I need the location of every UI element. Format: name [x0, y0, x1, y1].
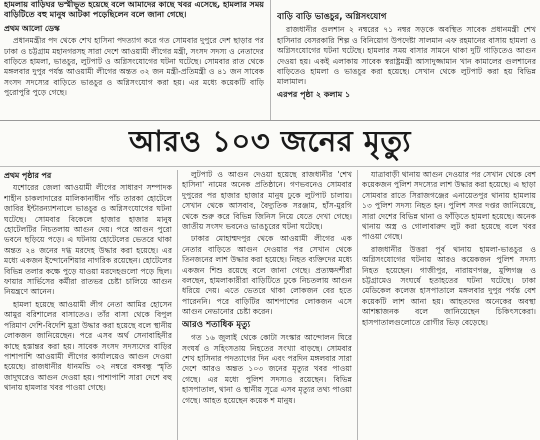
continued-line: হামলায় বাড়িঘর ভস্মীভূত হয়েছে বলে আমাদের কাছে খবর এসেছে, হামলার সময় বাড়িটিতে বহু মানুষ আটকা পড়েছিলেন বলে জানা গেছে। [4, 0, 264, 20]
article-column-2 [182, 170, 352, 440]
paragraph: ঢাকার মোহাম্মদপুর থেকে আওয়ামী লীগের এক নেতার বাড়িতে আগুন দেওয়ার পর সেখান থেকে তিনজনের লাশ উদ্ধার করা হয়েছে। নিহত ব্যক্তিদের মধ্যে একজন শিশু রয়েছে বলে জানা গেছে। প্রত্যক্ষদর্শীরা বলছেন, হামলাকারীরা বাড়িটিতে ঢুকে নিচতলায় আগুন ধরিয়ে দেয়। এতে ভেতরে থাকা লোকজন বের হতে পারেননি। পরে বাড়িটির আশপাশের লোকজন এসে আগুন নেভানোর চেষ্টা করেন। [182, 234, 352, 317]
headline: আরও ১০৩ জনের মৃত্যু [128, 123, 412, 158]
paragraph: রাজধানীর উত্তরা পূর্ব থানায় হামলা-ভাঙচুর ও অগ্নিসংযোগের ঘটনায় আরও কয়েকজন পুলিশ সদস্য নিহত হয়েছেন। গাজীপুর, নারায়ণগঞ্জ, মুন্সিগঞ্জ ও চট্টগ্রামেও সংঘর্ষে হতাহতের ঘটনা ঘটেছে। ঢাকা মেডিকেল কলেজ হাসপাতালে মঙ্গলবার দুপুর পর্যন্ত বেশ কয়েকটি লাশ আনা হয়। আহতদের অনেকের অবস্থা আশঙ্কাজনক বলে জানিয়েছেন চিকিৎসকেরা। হাসপাতালগুলোতে রোগীর ভিড় বেড়েছে। [362, 244, 536, 327]
column-divider [270, 0, 271, 120]
column-divider [357, 170, 358, 440]
paragraph: যশোরের জেলা আওয়ামী লীগের সাধারণ সম্পাদক শাহীন চাকলাদারের মালিকানাধীন পাঁচ তারকা হোটেলে জাবির ইন্টারন্যাশনালে ভাঙচুর ও অগ্নিসংযোগের ঘটনা ঘটেছে। সোমবার বিকেলে হাজার হাজার মানুষ হোটেলটির নিচতলায় আগুন দেয়। পরে আগুন পুরো ভবনে ছড়িয়ে পড়ে। এ ঘটনায় হোটেলের ভেতরে থাকা অন্তত ২৪ জনের দগ্ধ মরদেহ উদ্ধার করা হয়েছে। এর মধ্যে একজন ইন্দোনেশিয়ার নাগরিক রয়েছেন। হোটেলের বিভিন্ন তলার কক্ষে পুড়ে যাওয়া মরদেহগুলো পড়ে ছিল। ফায়ার সার্ভিসের কর্মীরা রাতভর চেষ্টা চালিয়ে আগুন নিয়ন্ত্রণে আনেন। [4, 183, 172, 297]
headline-container [0, 124, 540, 162]
byline: প্রথম আলো ডেস্ক [4, 23, 60, 33]
headline-rule [0, 166, 540, 167]
top-left-article [4, 0, 264, 118]
top-right-article [277, 10, 536, 118]
jump-line: এরপর পৃষ্ঠা ২ কলাম ১ [277, 89, 351, 99]
article-column-3 [362, 170, 536, 440]
paragraph: যাত্রাবাড়ী থানায় আগুন দেওয়ার পর সেখান থেকে বেশ কয়েকজন পুলিশ সদস্যের লাশ উদ্ধার করা হয়েছে। এ ছাড়া সোমবার রাতে সিরাজগঞ্জের এনায়েতপুর থানায় হামলায় ১৩ পুলিশ সদস্য নিহত হন। পুলিশ সদর দপ্তর জানিয়েছে, সারা দেশের বিভিন্ন থানা ও ফাঁড়িতে হামলা হয়েছে। অনেক থানায় অস্ত্র ও গোলাবারুদ লুট করা হয়েছে বলে খবর পাওয়া গেছে। [362, 170, 536, 242]
column-divider [177, 170, 178, 440]
article-column-1 [4, 168, 172, 440]
paragraph: গত ১৬ জুলাই থেকে কোটা সংস্কার আন্দোলন ঘিরে সংঘর্ষ ও সহিংসতায় নিহতের সংখ্যা বাড়ছে। সোমবার শেখ হাসিনার পদত্যাগের দিন এবং পরদিন মঙ্গলবার সারা দেশে আরও অন্তত ১০৩ জনের মৃত্যুর খবর পাওয়া গেছে। এর মধ্যে পুলিশ সদস্যও রয়েছেন। বিভিন্ন হাসপাতাল, থানা ও স্থানীয় সূত্রে এসব মৃত্যুর তথ্য পাওয়া গেছে। আহত হয়েছেন কয়েক শ মানুষ। [182, 333, 352, 405]
section-subhead: আরও শতাধিক মৃত্যু [182, 319, 251, 330]
paragraph: রাজধানীর গুলশান ২ নম্বরের ৭১ নম্বর সড়কে অবস্থিত সাবেক প্রধানমন্ত্রী শেখ হাসিনার বেসরকারি শিল্প ও বিনিয়োগ উপদেষ্টা সালমান এফ রহমানের বাসায় হামলা ও অগ্নিসংযোগের ঘটনা ঘটেছে। হামলার সময় বাসার সামনে থাকা দুটি গাড়িতেও আগুন দেওয়া হয়। একই এলাকায় সাবেক স্বরাষ্ট্রমন্ত্রী আসাদুজ্জামান খান কামালের গুলশানের বাড়িতেও হামলা ও ভাঙচুর করা হয়েছে। সেখান থেকে লুটপাট করা হয় বিভিন্ন মালামাল। [277, 25, 536, 87]
paragraph: প্রধানমন্ত্রীর পদ থেকে শেখ হাসিনা পদত্যাগ করে গত সোমবার দুপুরে দেশ ছাড়ার পর ঢাকা ও চট্টগ্রাম মহানগরসহ সারা দেশে আওয়ামী লীগের মন্ত্রী, সংসদ সদস্য ও নেতাদের বাড়িতে হামলা, ভাঙচুর, লুটপাট ও অগ্নিসংযোগের ঘটনা ঘটেছে। সোমবার রাত থেকে মঙ্গলবার দুপুর পর্যন্ত আওয়ামী লীগের অন্তত ৩২ জন মন্ত্রী-প্রতিমন্ত্রী ও ৪১ জন সাবেক সংসদ সদস্যের বাড়িতে ভাঙচুর ও অগ্নিসংযোগ করা হয়। এর মধ্যে কয়েকটি বাড়ি পুরোপুরি পুড়ে গেছে। [4, 36, 264, 98]
paragraph: হামলা হয়েছে আওয়ামী লীগ নেতা আমির হোসেন আমুর বরিশালের বাসাতেও। তাঁর বাসা থেকে বিপুল পরিমাণ দেশি-বিদেশি মুদ্রা উদ্ধার করা হয়েছে বলে স্থানীয় লোকজন জানিয়েছেন। পরে এসব অর্থ সেনাবাহিনীর কাছে হস্তান্তর করা হয়। সাবেক সংসদ সদস্যদের বাড়ির পাশাপাশি আওয়ামী লীগের কার্যালয়েও আগুন দেওয়া হয়েছে। রাজধানীর ধানমন্ডি ৩২ নম্বরে বঙ্গবন্ধু স্মৃতি জাদুঘরেও আগুন দেওয়া হয়। পাশাপাশি সারা দেশে বহু থানায় হামলার খবর পাওয়া গেছে। [4, 299, 172, 393]
section-subhead: বাড়ি বাড়ি ভাঙচুর, অগ্নিসংযোগ [277, 12, 387, 22]
paragraph: লুটপাট ও আগুন দেওয়া হয়েছে রাজধানীর 'শেখ হাসিনা' নামের অনেক প্রতিষ্ঠানে। গণভবনেও সোমবার দুপুরের পর হাজার হাজার মানুষ ঢুকে লুটপাট চালায়। সেখান থেকে আসবাব, বৈদ্যুতিক সরঞ্জাম, হাঁস-মুরগি থেকে শুরু করে বিভিন্ন জিনিস নিয়ে যেতে দেখা গেছে। জাতীয় সংসদ ভবনেও ভাঙচুরের ঘটনা ঘটেছে। [182, 170, 352, 232]
byline: প্রথম পৃষ্ঠার পর [4, 171, 52, 180]
